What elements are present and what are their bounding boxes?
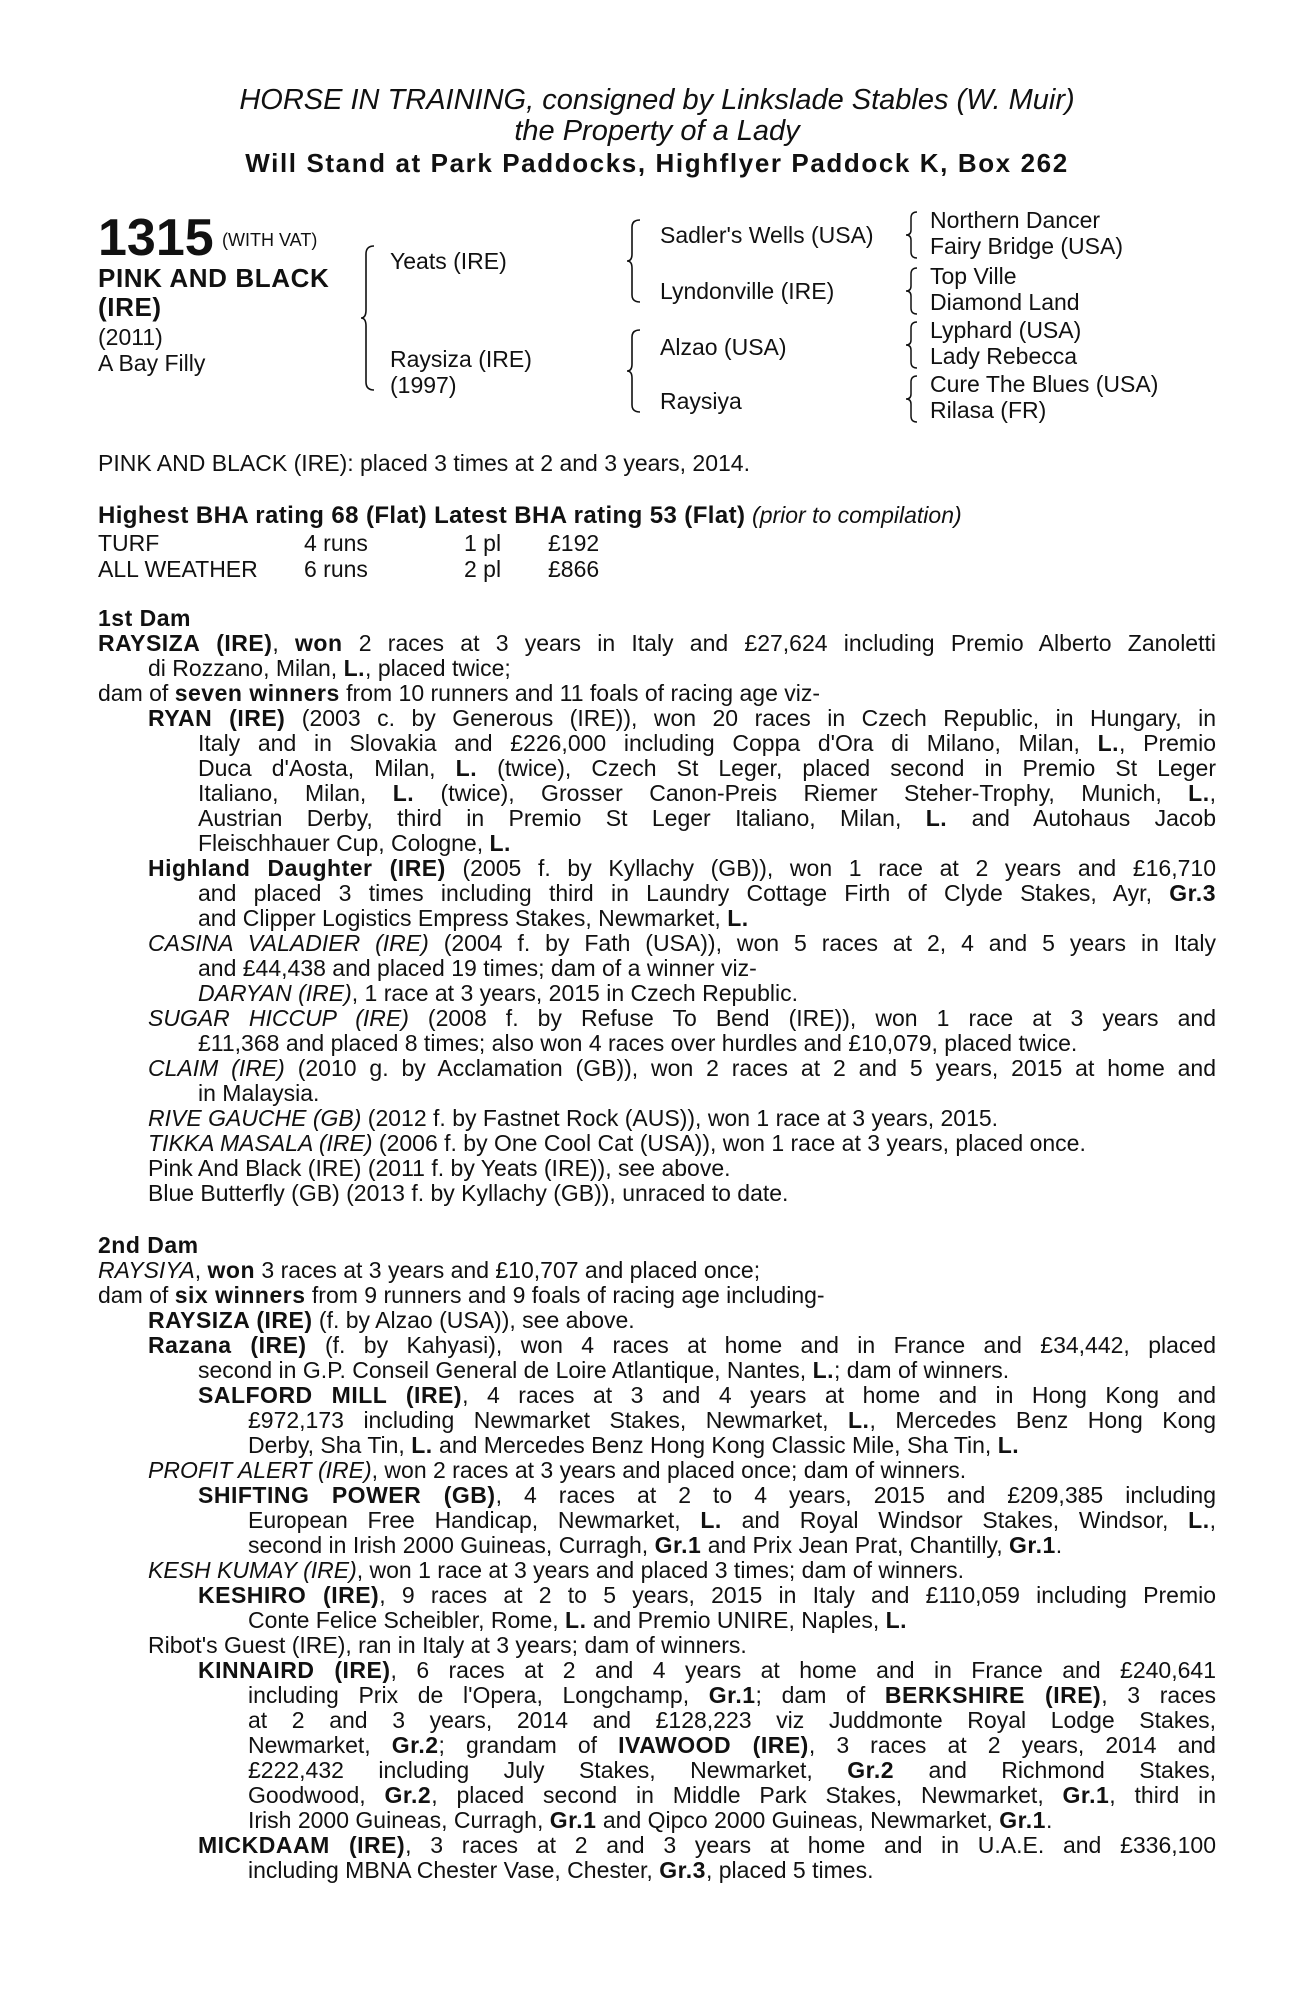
progeny-line: Goodwood, Gr.2, placed second in Middle Park Stakes, Newmarket, Gr.1, third in: [248, 1782, 1216, 1808]
progeny-line: Newmarket, Gr.2; grandam of IVAWOOD (IRE), 3 races at 2 years, 2014 and: [248, 1732, 1216, 1758]
section-heading-2nd-dam: 2nd Dam: [98, 1232, 199, 1258]
owner-heading: the Property of a Lady: [514, 115, 800, 147]
section-heading-1st-dam: 1st Dam: [98, 605, 191, 631]
progeny-line: and Clipper Logistics Empress Stakes, Newmarket, L.: [198, 905, 749, 931]
dam1-line: RAYSIZA (IRE), won 2 races at 3 years in Italy and £27,624 including Premio Alberto Zanoletti: [98, 630, 1216, 656]
pedigree-sire: Yeats (IRE): [390, 248, 507, 274]
pedigree-bracket-dam: [626, 328, 642, 414]
pedigree-gen3: Northern Dancer: [930, 207, 1101, 233]
race-summary: PINK AND BLACK (IRE): placed 3 times at 2 and 3 years, 2014.: [98, 450, 750, 476]
progeny-line: £972,173 including Newmarket Stakes, Newmarket, L., Mercedes Benz Hong Kong: [248, 1407, 1217, 1433]
progeny-line: Irish 2000 Guineas, Curragh, Gr.1 and Qipco 2000 Guineas, Newmarket, Gr.1.: [248, 1807, 1053, 1833]
pedigree-dam: Raysiza (IRE): [390, 346, 532, 372]
progeny-line: European Free Handicap, Newmarket, L. and Royal Windsor Stakes, Windsor, L.,: [248, 1507, 1216, 1533]
pedigree-bracket-sd: [905, 266, 919, 316]
bha-rating-text: Highest BHA rating 68 (Flat) Latest BHA rating 53 (Flat): [98, 502, 746, 529]
stabling-heading: Will Stand at Park Paddocks, Highflyer Paddock K, Box 262: [245, 148, 1069, 178]
consignor-heading: HORSE IN TRAINING, consigned by Linkslade Stables (W. Muir): [239, 84, 1075, 116]
record-prize: £866: [548, 556, 600, 582]
progeny-line: TIKKA MASALA (IRE) (2006 f. by One Cool Cat (USA)), won 1 race at 3 years, placed once.: [148, 1130, 1086, 1156]
horse-name-line2: (IRE): [98, 292, 162, 322]
progeny-line: CASINA VALADIER (IRE) (2004 f. by Fath (USA)), won 5 races at 2, 4 and 5 years in Italy: [148, 930, 1216, 956]
progeny-line: DARYAN (IRE), 1 race at 3 years, 2015 in Czech Republic.: [198, 980, 798, 1006]
horse-name: [98, 264, 329, 322]
progeny-line: Blue Butterfly (GB) (2013 f. by Kyllachy (GB)), unraced to date.: [148, 1180, 789, 1206]
progeny-line: including Prix de l'Opera, Longchamp, Gr.1; dam of BERKSHIRE (IRE), 3 races: [248, 1682, 1216, 1708]
lot-number: 1315: [98, 209, 214, 267]
dam2-line: RAYSIYA, won 3 races at 3 years and £10,707 and placed once;: [98, 1257, 761, 1283]
progeny-line: including MBNA Chester Vase, Chester, Gr.3, placed 5 times.: [248, 1857, 874, 1883]
progeny-line: Italiano, Milan, L. (twice), Grosser Canon-Preis Riemer Steher-Trophy, Munich, L.,: [198, 780, 1216, 806]
pedigree-gen3: Top Ville: [930, 263, 1017, 289]
progeny-line: Pink And Black (IRE) (2011 f. by Yeats (IRE)), see above.: [148, 1155, 731, 1181]
progeny-line: second in Irish 2000 Guineas, Curragh, Gr.1 and Prix Jean Prat, Chantilly, Gr.1.: [248, 1532, 1063, 1558]
pedigree-gen3: Lady Rebecca: [930, 343, 1078, 369]
progeny-line: PROFIT ALERT (IRE), won 2 races at 3 years and placed once; dam of winners.: [148, 1457, 967, 1483]
pedigree-gen3: Diamond Land: [930, 289, 1080, 315]
progeny-line: Razana (IRE) (f. by Kahyasi), won 4 races at home and in France and £34,442, placed: [148, 1332, 1216, 1358]
pedigree-gen3: Rilasa (FR): [930, 397, 1047, 423]
race-record-row: [98, 556, 698, 582]
progeny-line: Austrian Derby, third in Premio St Leger Italiano, Milan, L. and Autohaus Jacob: [198, 805, 1216, 831]
pedigree-dam-year: (1997): [390, 372, 457, 398]
progeny-line: KINNAIRD (IRE), 6 races at 2 and 4 years at home and in France and £240,641: [198, 1657, 1216, 1683]
pedigree-gen3: Lyphard (USA): [930, 317, 1082, 343]
race-record-row: [98, 530, 698, 556]
dam1-line: dam of seven winners from 10 runners and 11 foals of racing age viz-: [98, 680, 821, 706]
record-prize: £192: [548, 530, 600, 556]
progeny-line: RYAN (IRE) (2003 c. by Generous (IRE)), won 20 races in Czech Republic, in Hungary, in: [148, 705, 1216, 731]
pedigree-bracket-ss: [905, 210, 919, 260]
pedigree-sire-dam: Lyndonville (IRE): [660, 278, 835, 304]
pedigree-dam-sire: Alzao (USA): [660, 334, 787, 360]
dam2-line: dam of six winners from 9 runners and 9 foals of racing age including-: [98, 1282, 825, 1308]
progeny-line: RIVE GAUCHE (GB) (2012 f. by Fastnet Rock (AUS)), won 1 race at 3 years, 2015.: [148, 1105, 999, 1131]
progeny-line: CLAIM (IRE) (2010 g. by Acclamation (GB)), won 2 races at 2 and 5 years, 2015 at home and: [148, 1055, 1217, 1081]
progeny-line: £11,368 and placed 8 times; also won 4 races over hurdles and £10,079, placed twice.: [198, 1030, 1078, 1056]
dam1-line: di Rozzano, Milan, L., placed twice;: [148, 655, 511, 681]
progeny-line: SALFORD MILL (IRE), 4 races at 3 and 4 years at home and in Hong Kong and: [198, 1382, 1216, 1408]
progeny-line: Fleischhauer Cup, Cologne, L.: [198, 830, 511, 856]
progeny-line: Derby, Sha Tin, L. and Mercedes Benz Hong Kong Classic Mile, Sha Tin, L.: [248, 1432, 1020, 1458]
pedigree-bracket-sire: [626, 218, 642, 304]
progeny-line: Highland Daughter (IRE) (2005 f. by Kyllachy (GB)), won 1 race at 2 years and £16,710: [148, 855, 1216, 881]
progeny-line: SHIFTING POWER (GB), 4 races at 2 to 4 years, 2015 and £209,385 including: [198, 1482, 1216, 1508]
record-placings: 2 pl: [464, 556, 502, 582]
race-record-table: [98, 530, 698, 586]
pedigree-bracket-ds: [905, 320, 919, 370]
progeny-line: second in G.P. Conseil General de Loire Atlantique, Nantes, L.; dam of winners.: [198, 1357, 1010, 1383]
horse-description: A Bay Filly: [98, 350, 206, 376]
progeny-line: MICKDAAM (IRE), 3 races at 2 and 3 years at home and in U.A.E. and £336,100: [198, 1832, 1216, 1858]
progeny-line: Duca d'Aosta, Milan, L. (twice), Czech St Leger, placed second in Premio St Leger: [198, 755, 1216, 781]
progeny-line: Italy and in Slovakia and £226,000 including Coppa d'Ora di Milano, Milan, L., Premio: [198, 730, 1216, 756]
progeny-line: £222,432 including July Stakes, Newmarket, Gr.2 and Richmond Stakes,: [248, 1757, 1217, 1783]
vat-note: (WITH VAT): [222, 230, 318, 250]
progeny-line: KESHIRO (IRE), 9 races at 2 to 5 years, 2015 in Italy and £110,059 including Premio: [198, 1582, 1217, 1608]
pedigree-bracket-gen1: [360, 244, 376, 392]
pedigree-dam-dam: Raysiya: [660, 388, 742, 414]
progeny-line: KESH KUMAY (IRE), won 1 race at 3 years and placed 3 times; dam of winners.: [148, 1557, 965, 1583]
progeny-line: and placed 3 times including third in Laundry Cottage Firth of Clyde Stakes, Ayr, Gr.3: [198, 880, 1216, 906]
horse-name-line1: PINK AND BLACK: [98, 263, 330, 293]
foaling-year: (2011): [98, 324, 163, 350]
progeny-line: in Malaysia.: [198, 1080, 320, 1106]
pedigree-gen3: Fairy Bridge (USA): [930, 233, 1123, 259]
bha-rating: [98, 502, 962, 530]
progeny-line: and £44,438 and placed 19 times; dam of a winner viz-: [198, 955, 757, 981]
record-surface: ALL WEATHER: [98, 556, 258, 582]
pedigree-bracket-dd: [905, 374, 919, 424]
pedigree-sire-sire: Sadler's Wells (USA): [660, 222, 874, 248]
progeny-line: Ribot's Guest (IRE), ran in Italy at 3 years; dam of winners.: [148, 1632, 747, 1658]
record-runs: 6 runs: [304, 556, 368, 582]
record-runs: 4 runs: [304, 530, 368, 556]
pedigree-gen3: Cure The Blues (USA): [930, 371, 1159, 397]
bha-rating-note: (prior to compilation): [752, 502, 962, 528]
record-placings: 1 pl: [464, 530, 502, 556]
record-surface: TURF: [98, 530, 160, 556]
progeny-line: Conte Felice Scheibler, Rome, L. and Premio UNIRE, Naples, L.: [248, 1607, 908, 1633]
progeny-line: RAYSIZA (IRE) (f. by Alzao (USA)), see above.: [148, 1307, 635, 1333]
progeny-line: at 2 and 3 years, 2014 and £128,223 viz Juddmonte Royal Lodge Stakes,: [248, 1707, 1216, 1733]
progeny-line: SUGAR HICCUP (IRE) (2008 f. by Refuse To Bend (IRE)), won 1 race at 3 years and: [148, 1005, 1216, 1031]
